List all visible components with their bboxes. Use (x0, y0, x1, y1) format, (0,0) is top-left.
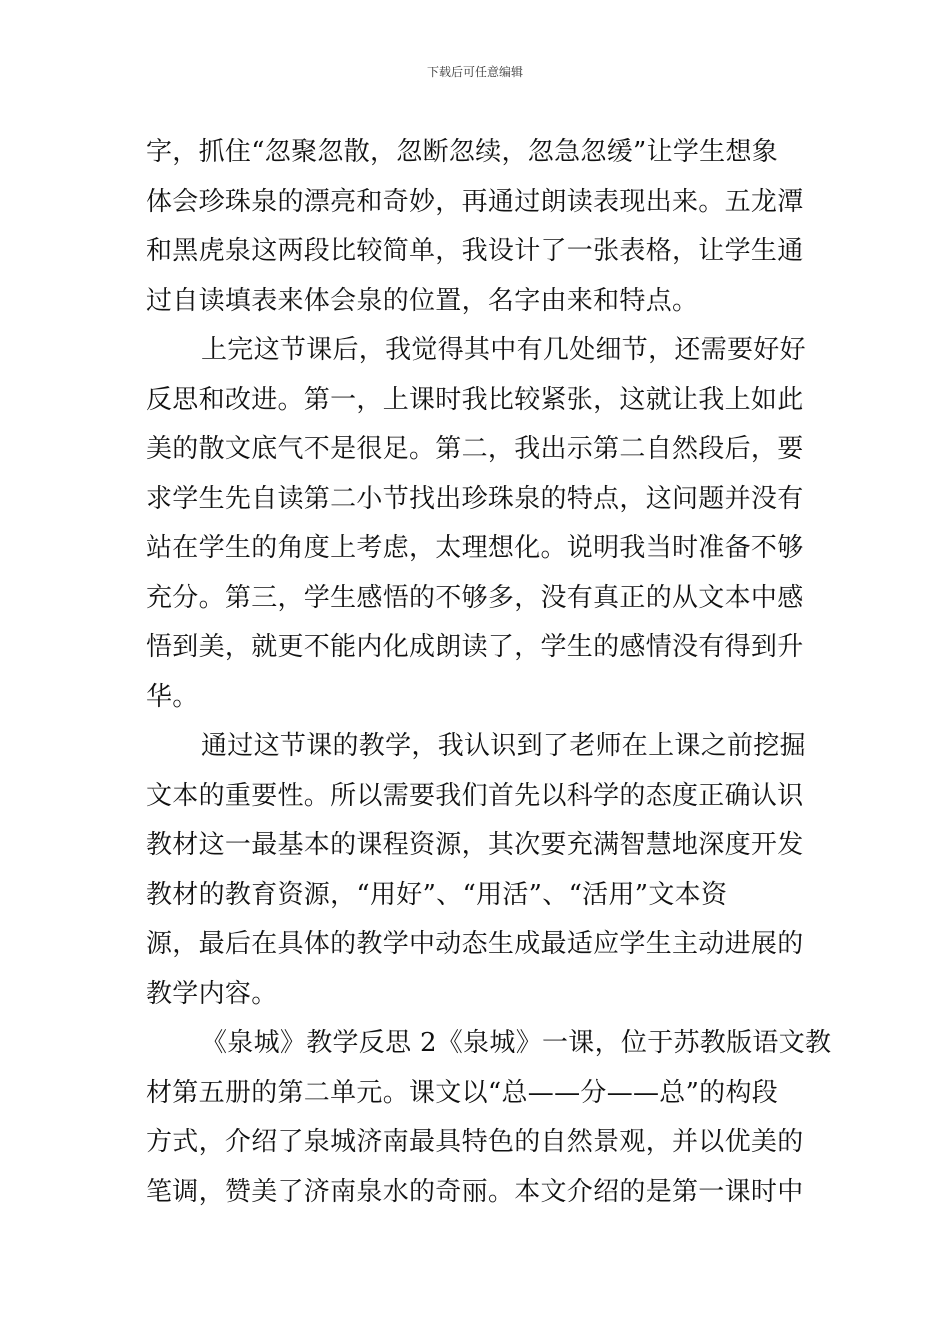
text-line: 充分。第三，学生感悟的不够多，没有真正的从文本中感 (146, 582, 804, 613)
paragraph (146, 1019, 832, 1217)
text-line: 体会珍珠泉的漂亮和奇妙，再通过朗读表现出来。五龙潭 (146, 186, 804, 217)
text-line: 华。 (146, 681, 199, 712)
text-line: 教材的教育资源，“用好”、“用活”、“活用”文本资 (146, 879, 728, 910)
text-line: 悟到美，就更不能内化成朗读了，学生的感情没有得到升 (146, 632, 804, 662)
page-header: 下载后可任意编辑 (426, 65, 523, 79)
paragraph (146, 128, 806, 326)
document-body (146, 128, 832, 1217)
text-line: 站在学生的角度上考虑，太理想化。说明我当时准备不够 (146, 533, 804, 563)
text-line: 笔调，赞美了济南泉水的奇丽。本文介绍的是第一课时中 (146, 1176, 804, 1207)
text-line: 反思和改进。第一，上课时我比较紧张，这就让我上如此 (146, 384, 804, 415)
text-line: 文本的重要性。所以需要我们首先以科学的态度正确认识 (146, 780, 804, 811)
text-line: 过自读填表来体会泉的位置，名字由来和特点。 (146, 285, 699, 316)
text-line: 《泉城》教学反思 2《泉城》一课，位于苏教版语文教 (201, 1028, 832, 1058)
text-line: 上完这节课后，我觉得其中有几处细节，还需要好好 (201, 335, 806, 365)
text-line: 方式，介绍了泉城济南最具特色的自然景观，并以优美的 (146, 1127, 804, 1157)
paragraph (146, 326, 806, 722)
text-line: 求学生先自读第二小节找出珍珠泉的特点，这问题并没有 (146, 483, 804, 514)
text-line: 源，最后在具体的教学中动态生成最适应学生主动进展的 (146, 929, 804, 959)
text-line: 和黑虎泉这两段比较简单，我设计了一张表格，让学生通 (146, 236, 804, 266)
text-line: 材第五册的第二单元。课文以“总——分——总”的构段 (146, 1077, 779, 1108)
text-line: 字，抓住“忽聚忽散，忽断忽续，忽急忽缓”让学生想象 (146, 137, 779, 167)
paragraph (146, 722, 806, 1019)
text-line: 教材这一最基本的课程资源，其次要充满智慧地深度开发 (146, 830, 804, 860)
text-line: 教学内容。 (146, 978, 278, 1009)
text-line: 通过这节课的教学，我认识到了老师在上课之前挖掘 (201, 731, 806, 761)
text-line: 美的散文底气不是很足。第二，我出示第二自然段后，要 (146, 434, 804, 464)
